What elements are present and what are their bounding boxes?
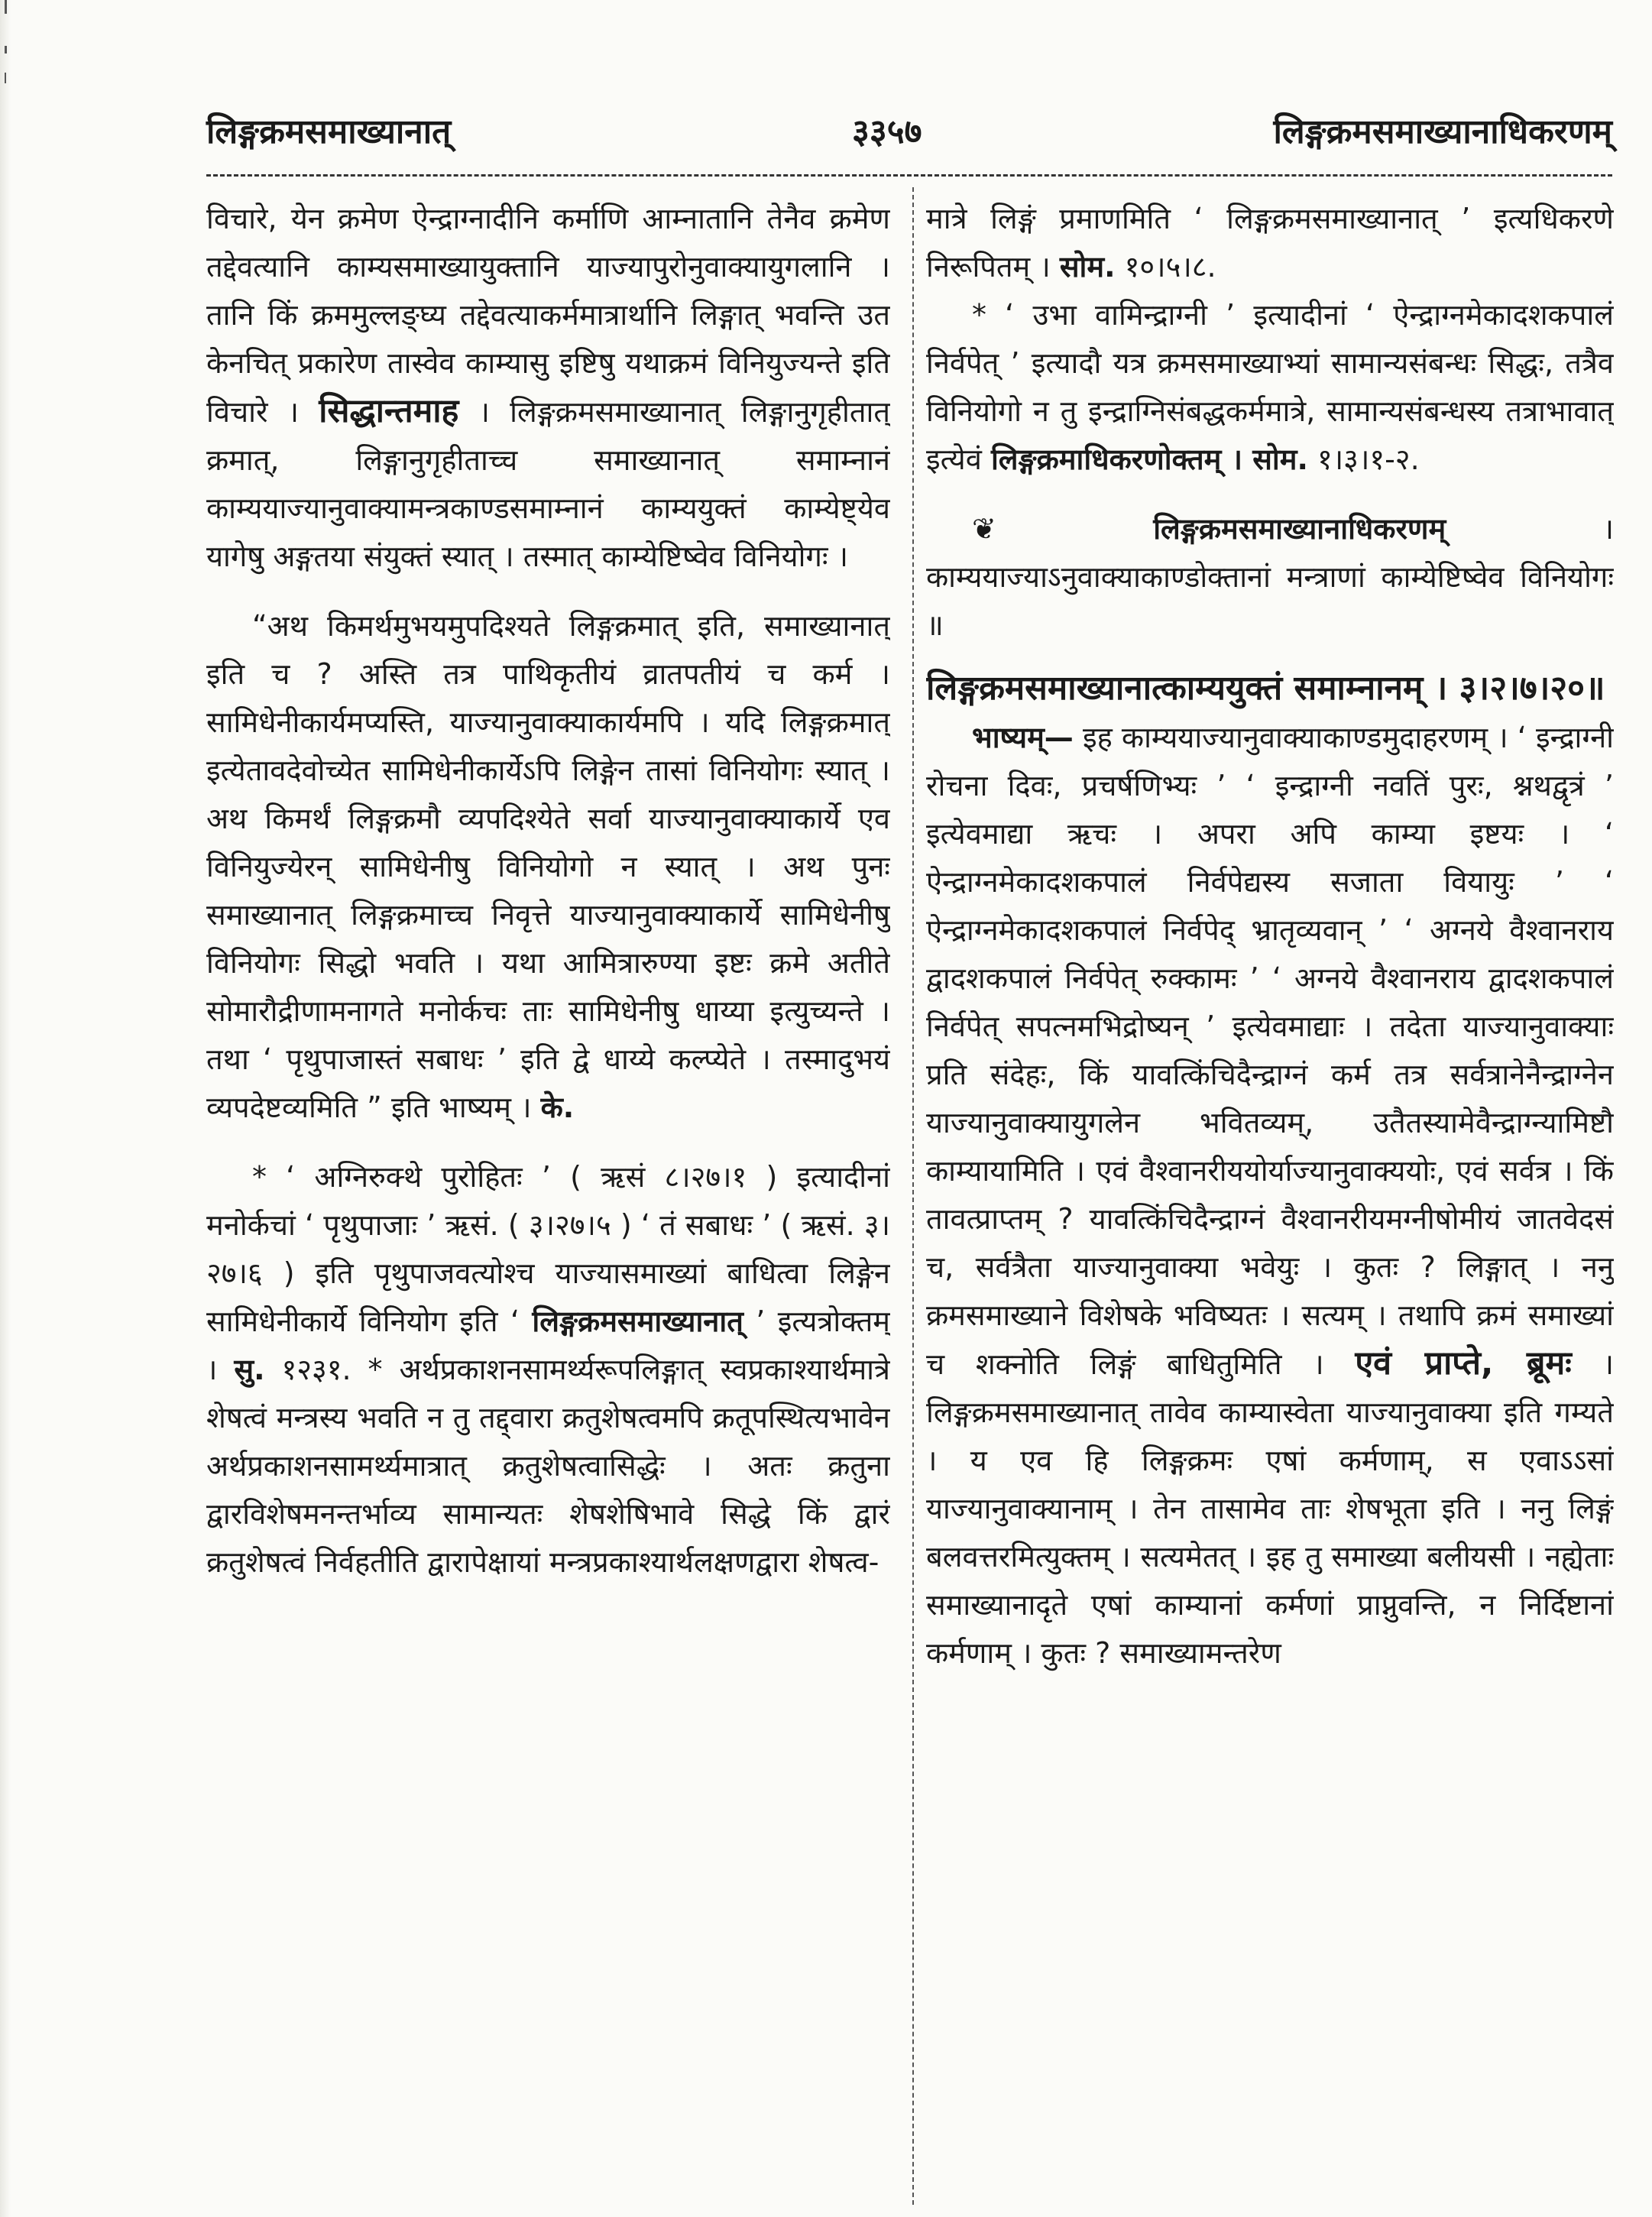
left-paragraph-2 (206, 602, 890, 1132)
sutra-heading: लिङ्गक्रमसमाख्यानात्काम्ययुक्तं समाम्नानम् । ३।२।७।२०॥ (926, 669, 1605, 708)
left-p1-rest: । लिङ्गक्रमसमाख्यानात् लिङ्गानुगृहीतात् क्रमात्, लिङ्गानुगृहीताच्च समाख्यानात् समाम्नानं काम्ययाज्यानुवाक्यामन्त्रकाण्डसमाम्नानं काम्ययुक्तं काम्येष्ट्येव यागेषु अङ्गतया संयुक्तं स्यात् । तस्मात् काम्येष्टिष्वेव विनियोगः । (206, 395, 890, 573)
right-column (926, 195, 1614, 2212)
left-p3-tail: १२३१. * अर्थप्रकाशनसामर्थ्यरूपलिङ्गात् स्वप्रकाश्यार्थमात्रे शेषत्वं मन्त्रस्य भवति न तु तद्द्वारा क्रतुशेषत्वमपि क्रतूपस्थित्यभावेन अर्थप्रकाशनसामर्थ्यमात्रात् क्रतुशेषत्वासिद्धेः । अतः क्रतुना द्वारविशेषमनन्तर्भाव्य सामान्यतः शेषशेषिभावे सिद्धे किं द्वारं क्रतुशेषत्वं निर्वहतीति द्वारापेक्षायां मन्त्रप्रकाश्यार्थलक्षणद्वारा शेषत्व- (206, 1353, 890, 1579)
header-left-title: लिङ्गक्रमसमाख्यानात् (206, 112, 452, 151)
right-p2-bold: लिङ्गक्रमाधिकरणोक्तम् । सोम. (990, 442, 1308, 476)
bhashya-label: भाष्यम्— (972, 721, 1074, 754)
right-p3-bold: लिङ्गक्रमसमाख्यानाधिकरणम् (1153, 512, 1446, 546)
right-p1-text: मात्रे लिङ्गं प्रमाणमिति ‘ लिङ्गक्रमसमाख्यानात् ’ इत्यधिकरणे निरूपितम् । (926, 202, 1614, 284)
left-p3-rest: ’ इत्यत्रोक्तम् । (206, 1305, 890, 1386)
right-p3-text: । काम्ययाज्याऽनुवाक्याकाण्डोक्तानां मन्त्राणां काम्येष्टिष्वेव विनियोगः ॥ (926, 512, 1614, 642)
header-right-title: लिङ्गक्रमसमाख्यानाधिकरणम् (1273, 112, 1612, 151)
adhikarana-marker-icon: ❦ (972, 512, 1154, 546)
left-p1-text: विचारे, येन क्रमेण ऐन्द्राग्नादीनि कर्माणि आम्नातानि तेनैव क्रमेण तद्देवत्यानि काम्यसमाख्यायुक्तानि याज्यापुरोनुवाक्यायुगलानि । तानि किं क्रममुल्लङ्घ्य तद्देवत्याकर्ममात्रार्थानि लिङ्गात् भवन्ति उत केनचित् प्रकारेण तास्वेव काम्यासु इष्टिषु यथाक्रमं विनियुज्यन्ते इति विचारे । (206, 202, 890, 429)
left-p3-bold: लिङ्गक्रमसमाख्यानात् (532, 1305, 743, 1338)
right-paragraph-1 (926, 195, 1614, 291)
scan-artifact-mark (5, 46, 7, 53)
left-column (206, 195, 890, 2212)
siddhanta-label: सिद्धान्तमाह (319, 392, 459, 430)
left-paragraph-1 (206, 195, 890, 581)
scan-artifact-mark (5, 73, 6, 83)
right-p2-num: १।३।१-२. (1317, 442, 1420, 476)
right-paragraph-2 (926, 291, 1614, 484)
left-p2-ke: के. (540, 1091, 575, 1124)
running-header (206, 107, 1612, 160)
right-p2-text: * ‘ उभा वामिन्द्राग्नी ’ इत्यादीनां ‘ ऐन्द्राग्नमेकादशकपालं निर्वपेत् ’ इत्यादौ यत्र क्रमसमाख्याभ्यां सामान्यसंबन्धः सिद्धः, तत्रैव विनियोगो न तु इन्द्राग्निसंबद्धकर्ममात्रे, सामान्यसंबन्धस्य तत्राभावात् इत्येवं (926, 298, 1614, 476)
right-p1-num: १०।५।८. (1124, 250, 1216, 284)
page-number: ३३५७ (852, 112, 922, 151)
bhashya-paragraph (926, 714, 1614, 1677)
left-p3-text: * ‘ अग्निरुक्थे पुरोहितः ’ ( ऋसं ८।२७।१ ) इत्यादीनां मनोर्कचां ‘ पृथुपाजाः ’ ऋसं. ( ३।२७।५ ) ‘ तं सबाधः ’ ( ऋसं. ३।२७।६ ) इति पृथुपाजवत्योश्च याज्यासमाख्यां बाधित्वा लिङ्गेन सामिधेनीकार्ये विनियोग इति ‘ (206, 1160, 890, 1338)
column-divider (912, 187, 914, 2205)
left-p2-text: “अथ किमर्थमुभयमुपदिश्यते लिङ्गक्रमात् इति, समाख्यानात् इति च ? अस्ति तत्र पाथिकृतीयं व्रातपतीयं च कर्म । सामिधेनीकार्यमप्यस्ति, याज्यानुवाक्याकार्यमपि । यदि लिङ्गक्रमात् इत्येतावदेवोच्येत सामिधेनीकार्येऽपि लिङ्गेन तासां विनियोगः स्यात् । अथ किमर्थं लिङ्गक्रमौ व्यपदिश्येते सर्वा याज्यानुवाक्याकार्ये एव विनियुज्येरन् सामिधेनीषु विनियोगो न स्यात् । अथ पुनः समाख्यानात् लिङ्गक्रमाच्च निवृत्ते याज्यानुवाक्याकार्ये सामिधेनीषु विनियोगः सिद्धो भवति । यथा आमित्रारुण्या इष्टः क्रमे अतीते सोमारौद्रीणामनागते मनोर्कचः ताः सामिधेनीषु धाय्या इत्युच्यन्ते । तथा ‘ पृथुपाजास्तं सबाधः ’ इति द्वे धाय्ये कल्प्येते । तस्मादुभयं व्यपदेष्टव्यमिति ” इति भाष्यम् । (206, 609, 890, 1124)
header-divider (206, 174, 1612, 177)
right-p1-som: सोम. (1059, 250, 1116, 284)
left-p3-su: सु. (234, 1353, 265, 1386)
scan-edge-shadow (0, 0, 11, 2217)
bhashya-text: इह काम्ययाज्यानुवाक्याकाण्डमुदाहरणम् । ‘ इन्द्राग्नी रोचना दिवः, प्रचर्षणिभ्यः ’ ‘ इन्द्राग्नी नवतिं पुरः, श्नथद्वृत्रं ’ इत्येवमाद्या ऋचः । अपरा अपि काम्या इष्टयः । ‘ ऐन्द्राग्नमेकादशकपालं निर्वपेद्यस्य सजाता वियायुः ’ ‘ ऐन्द्राग्नमेकादशकपालं निर्वपेद् भ्रातृव्यवान् ’ ‘ अग्नये वैश्वानराय द्वादशकपालं निर्वपेत् रुक्कामः ’ ‘ अग्नये वैश्वानराय द्वादशकपालं निर्वपेत् सपत्नमभिद्रोष्यन् ’ इत्येवमाद्याः । तदेता याज्यानुवाक्याः प्रति संदेहः, किं यावत्किंचिदैन्द्राग्नं कर्म तत्र सर्वत्रानेनैन्द्राग्नेन याज्यानुवाक्यायुगलेन भवितव्यम्, उतैतस्यामेवैन्द्राग्न्यामिष्टौ काम्यायामिति । एवं वैश्वानरीययोर्याज्यानुवाक्ययोः, एवं सर्वत्र । किं तावत्प्राप्तम् ? यावत्किंचिदैन्द्राग्नं वैश्वानरीयमग्नीषोमीयं जातवेदसं च, सर्वत्रैता याज्यानुवाक्या भवेयुः । कुतः ? लिङ्गात् । ननु क्रमसमाख्याने विशेषके भविष्यतः । सत्यम् । तथापि क्रमं समाख्यां च शक्नोति लिङ्गं बाधितुमिति । (926, 721, 1614, 1381)
bhashya-rest: । लिङ्गक्रमसमाख्यानात् तावेव काम्यास्वेता याज्यानुवाक्या इति गम्यते । य एव हि लिङ्गक्रमः एषां कर्मणाम्, स एवाऽऽसां याज्यानुवाक्यानाम् । तेन तासामेव ताः शेषभूता इति । ननु लिङ्गं बलवत्तरमित्युक्तम् । सत्यमेतत् । इह तु समाख्या बलीयसी । नह्येताः समाख्यानादृते एषां काम्यानां कर्मणां प्राप्नुवन्ति, न निर्दिष्टानां कर्मणाम् । कुतः ? समाख्यामन्तरेण (926, 1347, 1614, 1670)
scan-artifact-mark (5, 0, 7, 14)
right-paragraph-3 (926, 505, 1614, 650)
left-paragraph-3 (206, 1153, 890, 1587)
bhashya-bold: एवं प्राप्ते, ब्रूमः (1355, 1344, 1572, 1382)
